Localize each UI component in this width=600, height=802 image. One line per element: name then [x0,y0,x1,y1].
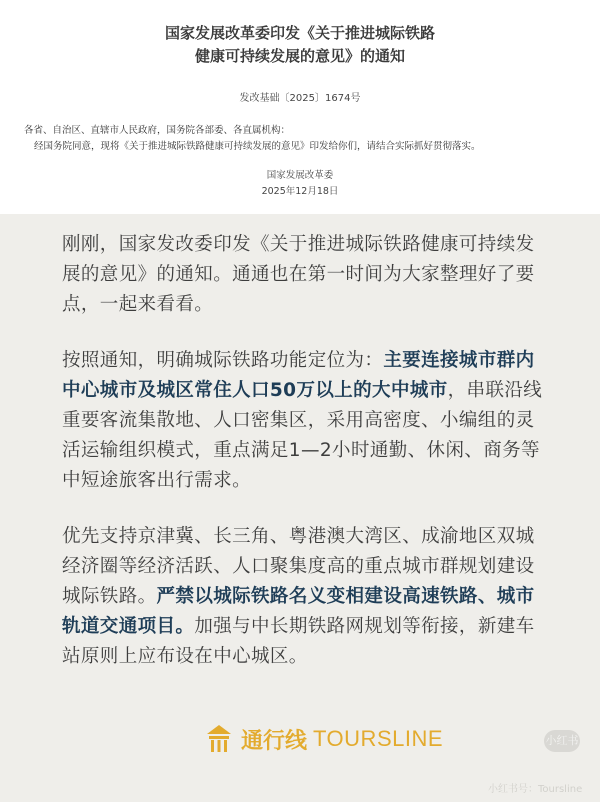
intro-text: 刚刚，国家发改委印发《关于推进城际铁路健康可持续发展的意见》的通知。通通也在第一时间为大家整理好了要点，一起来看看。 [62,234,535,315]
notice-addressee: 各省、自治区、直辖市人民政府，国务院各部委、各直属机构： [24,125,291,136]
summary-paragraph-intro [62,230,544,320]
official-notice [0,0,600,214]
notice-date: 2025年12月18日 [261,186,339,197]
logo-english-name: TOURSLINE [313,726,444,751]
logo-chinese-name: 通行线 [241,728,308,754]
notice-doc-number: 发改基础〔2025〕1674号 [239,93,361,104]
watermark-text: 小红书号：Toursline [488,784,583,795]
priority-highlight: 严禁以城际铁路名义变相建设高速铁路、城市轨道交通项目。 [62,586,535,637]
positioning-rest: ，串联沿线重要客流集散地、人口密集区，采用高密度、小编组的灵活运输组织模式，重点满足1—2小时通勤、休闲、商务等中短途旅客出行需求。 [62,380,543,491]
positioning-highlight: 主要连接城市群内中心城市及城区常住人口50万以上的大中城市 [62,350,535,401]
summary-card [0,214,600,802]
notice-body: 经国务院同意，现将《关于推进城际铁路健康可持续发展的意见》印发给你们，请结合实际抓好贯彻落实。 [34,141,481,152]
priority-rest: 加强与中长期铁路网规划等衔接，新建车站原则上应布设在中心城区。 [62,616,535,667]
toursline-logo [205,720,443,758]
priority-lead: 优先支持京津冀、长三角、粤港澳大湾区、成渝地区双城经济圈等经济活跃、人口聚集度高的重点城市群规划建设城际铁路。 [62,526,535,607]
watermark-badge: 小红书 [544,730,580,752]
summary-paragraph-priority [62,522,544,672]
notice-title-line2: 健康可持续发展的意见》的通知 [194,47,405,65]
notice-issuer: 国家发展改革委 [266,170,334,181]
notice-title-line1: 国家发展改革委印发《关于推进城际铁路 [164,24,435,42]
summary-paragraph-positioning [62,346,544,496]
positioning-lead: 按照通知，明确城际铁路功能定位为： [62,350,384,371]
toursline-logo-icon [205,724,233,754]
notice-title [0,22,600,68]
